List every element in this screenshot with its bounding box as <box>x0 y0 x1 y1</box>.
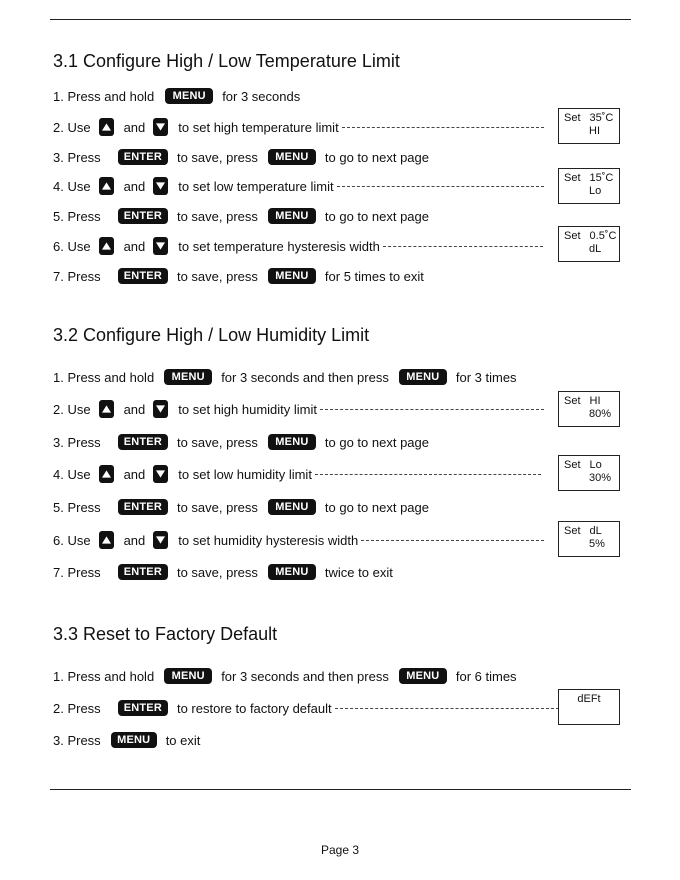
up-arrow-button[interactable] <box>99 531 114 549</box>
lcd-display-temp-hysteresis <box>558 226 620 262</box>
enter-button[interactable]: ENTER <box>118 149 168 165</box>
down-arrow-icon <box>156 123 165 131</box>
up-arrow-icon <box>102 405 111 413</box>
temp-step-6 <box>53 235 543 257</box>
enter-button[interactable]: ENTER <box>118 434 168 450</box>
menu-button[interactable]: MENU <box>268 268 316 284</box>
enter-button[interactable]: ENTER <box>118 268 168 284</box>
reset-step-2 <box>53 697 559 719</box>
lcd-label: Set <box>564 172 581 184</box>
humidity-step-4 <box>53 463 541 485</box>
lcd-code: Lo <box>589 185 602 197</box>
lcd-value: Lo <box>589 459 602 471</box>
up-arrow-icon <box>102 470 111 478</box>
step-text: for 5 times to exit <box>324 268 424 284</box>
leader-line <box>320 409 544 410</box>
up-arrow-button[interactable] <box>99 177 114 195</box>
down-arrow-icon <box>156 405 165 413</box>
humidity-step-1 <box>53 366 517 388</box>
step-text: for 3 seconds and then press <box>221 369 389 385</box>
step-text: 3. Press <box>53 732 101 748</box>
menu-button[interactable]: MENU <box>111 732 157 748</box>
menu-button[interactable]: MENU <box>399 369 447 385</box>
up-arrow-button[interactable] <box>99 237 114 255</box>
step-text: 7. Press <box>53 564 101 580</box>
humidity-step-5 <box>53 496 429 518</box>
temp-step-7 <box>53 265 424 287</box>
up-arrow-icon <box>102 182 111 190</box>
step-text: to exit <box>165 732 201 748</box>
menu-button[interactable]: MENU <box>165 88 213 104</box>
step-text: and <box>123 466 146 482</box>
lcd-label: Set <box>564 525 581 537</box>
section-title-temperature: 3.1 Configure High / Low Temperature Limit <box>53 51 400 71</box>
menu-button[interactable]: MENU <box>268 499 316 515</box>
leader-line <box>342 127 544 128</box>
lcd-value: HI <box>589 395 601 407</box>
step-text: 2. Use <box>53 401 91 417</box>
lcd-label: Set <box>564 395 581 407</box>
step-text: 7. Press <box>53 268 101 284</box>
down-arrow-button[interactable] <box>153 531 168 549</box>
step-text: for 3 seconds <box>222 88 301 104</box>
step-text: for 6 times <box>455 668 517 684</box>
step-text: to save, press <box>176 268 258 284</box>
down-arrow-button[interactable] <box>153 177 168 195</box>
step-text: and <box>123 178 146 194</box>
step-text: twice to exit <box>324 564 393 580</box>
step-text: to set low humidity limit <box>178 466 312 482</box>
enter-button[interactable]: ENTER <box>118 564 168 580</box>
bottom-rule <box>50 789 631 790</box>
lcd-value: 35˚C <box>589 112 614 124</box>
step-text: to go to next page <box>324 434 429 450</box>
step-text: 4. Use <box>53 178 91 194</box>
temp-step-3 <box>53 146 429 168</box>
step-text: 2. Use <box>53 119 91 135</box>
down-arrow-button[interactable] <box>153 118 168 136</box>
lcd-display-default <box>558 689 620 725</box>
menu-button[interactable]: MENU <box>268 564 316 580</box>
up-arrow-icon <box>102 536 111 544</box>
leader-line <box>335 708 559 709</box>
menu-button[interactable]: MENU <box>268 434 316 450</box>
step-text: for 3 seconds and then press <box>221 668 389 684</box>
step-text: 1. Press and hold <box>53 668 155 684</box>
lcd-display-low-temp <box>558 168 620 204</box>
top-rule <box>50 19 631 20</box>
step-text: to set high humidity limit <box>178 401 318 417</box>
step-text: and <box>123 401 146 417</box>
down-arrow-icon <box>156 470 165 478</box>
step-text: 1. Press and hold <box>53 369 155 385</box>
step-text: to save, press <box>176 208 258 224</box>
lcd-display-high-humidity <box>558 391 620 427</box>
step-text: to set low temperature limit <box>178 178 334 194</box>
up-arrow-button[interactable] <box>99 400 114 418</box>
step-text: 3. Press <box>53 149 101 165</box>
leader-line <box>315 474 541 475</box>
lcd-label: Set <box>564 230 581 242</box>
humidity-step-2 <box>53 398 544 420</box>
section-title-factory-reset: 3.3 Reset to Factory Default <box>53 624 278 644</box>
lcd-value: 0.5˚C <box>589 230 617 242</box>
up-arrow-button[interactable] <box>99 465 114 483</box>
step-text: 3. Press <box>53 434 101 450</box>
lcd-label: Set <box>564 112 581 124</box>
lcd-code: 80% <box>589 408 612 420</box>
enter-button[interactable]: ENTER <box>118 700 168 716</box>
temp-step-4 <box>53 175 544 197</box>
step-text: to save, press <box>176 434 258 450</box>
step-text: 2. Press <box>53 700 101 716</box>
step-text: to save, press <box>176 564 258 580</box>
enter-button[interactable]: ENTER <box>118 499 168 515</box>
step-text: to save, press <box>176 149 258 165</box>
step-text: and <box>123 532 146 548</box>
temp-step-5 <box>53 205 429 227</box>
up-arrow-icon <box>102 123 111 131</box>
menu-button[interactable]: MENU <box>164 369 212 385</box>
step-text: 5. Press <box>53 208 101 224</box>
enter-button[interactable]: ENTER <box>118 208 168 224</box>
menu-button[interactable]: MENU <box>399 668 447 684</box>
step-text: 5. Press <box>53 499 101 515</box>
page-number: Page 3 <box>320 843 360 857</box>
lcd-code: HI <box>589 125 600 137</box>
section-title-humidity: 3.2 Configure High / Low Humidity Limit <box>53 325 370 345</box>
step-text: and <box>123 119 146 135</box>
step-text: to go to next page <box>324 499 429 515</box>
reset-step-3 <box>53 729 200 751</box>
step-text: to go to next page <box>324 149 429 165</box>
down-arrow-icon <box>156 536 165 544</box>
step-text: to set humidity hysteresis width <box>178 532 359 548</box>
lcd-value: dL <box>589 525 602 537</box>
lcd-value: dEFt <box>577 693 601 705</box>
reset-step-1 <box>53 665 517 687</box>
lcd-code: dL <box>589 243 602 255</box>
step-text: to go to next page <box>324 208 429 224</box>
step-text: to restore to factory default <box>176 700 332 716</box>
lcd-code: 5% <box>589 538 605 550</box>
leader-line <box>383 246 543 247</box>
step-text: 6. Use <box>53 238 91 254</box>
step-text: to set temperature hysteresis width <box>178 238 380 254</box>
step-text: 1. Press and hold <box>53 88 155 104</box>
menu-button[interactable]: MENU <box>268 208 316 224</box>
humidity-step-6 <box>53 529 544 551</box>
up-arrow-icon <box>102 242 111 250</box>
step-text: to set high temperature limit <box>178 119 339 135</box>
lcd-code: 30% <box>589 472 612 484</box>
step-text: 4. Use <box>53 466 91 482</box>
step-text: and <box>123 238 146 254</box>
temp-step-2 <box>53 116 544 138</box>
leader-line <box>361 540 544 541</box>
down-arrow-button[interactable] <box>153 400 168 418</box>
temp-step-1 <box>53 85 300 107</box>
up-arrow-button[interactable] <box>99 118 114 136</box>
step-text: 6. Use <box>53 532 91 548</box>
step-text: for 3 times <box>455 369 517 385</box>
down-arrow-icon <box>156 242 165 250</box>
down-arrow-button[interactable] <box>153 237 168 255</box>
lcd-value: 15˚C <box>589 172 614 184</box>
down-arrow-button[interactable] <box>153 465 168 483</box>
lcd-display-low-humidity <box>558 455 620 491</box>
leader-line <box>337 186 544 187</box>
menu-button[interactable]: MENU <box>164 668 212 684</box>
humidity-step-3 <box>53 431 429 453</box>
down-arrow-icon <box>156 182 165 190</box>
lcd-display-high-temp <box>558 108 620 144</box>
lcd-display-humidity-hysteresis <box>558 521 620 557</box>
humidity-step-7 <box>53 561 393 583</box>
step-text: to save, press <box>176 499 258 515</box>
menu-button[interactable]: MENU <box>268 149 316 165</box>
lcd-label: Set <box>564 459 581 471</box>
